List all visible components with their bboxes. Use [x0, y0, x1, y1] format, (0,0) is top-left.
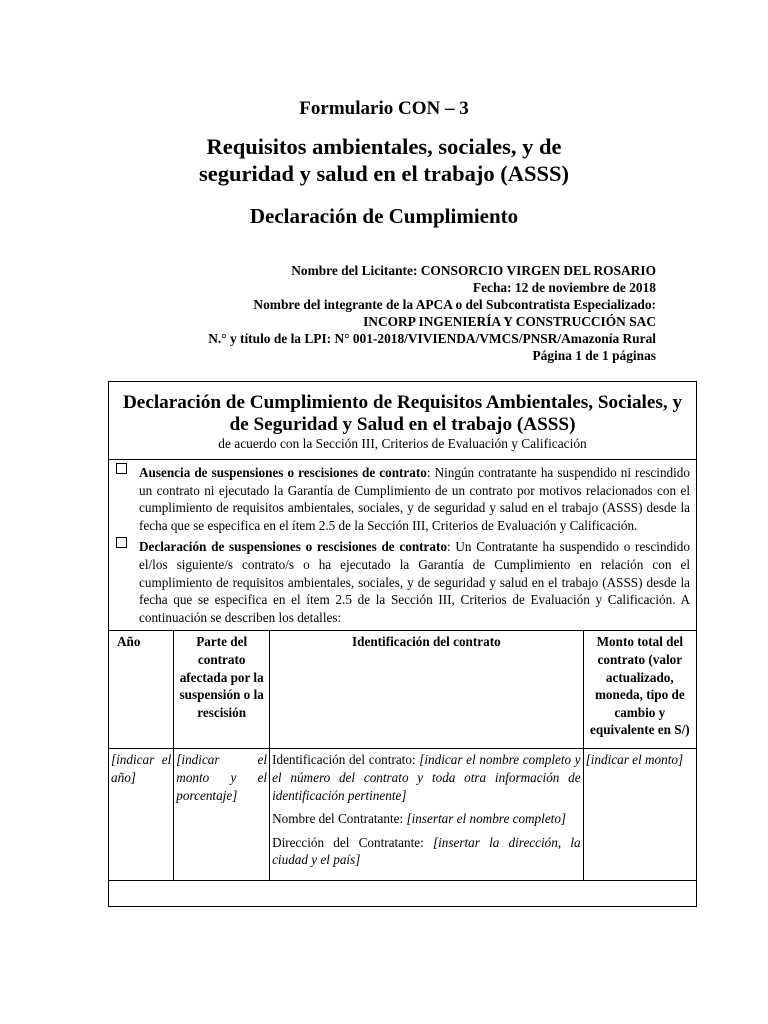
cell-amount: [indicar el monto]: [583, 749, 696, 881]
contract-id-label: Identificación del contrato:: [272, 752, 420, 768]
option-2-label: Declaración de suspensiones o rescisiones de contrato: [139, 539, 447, 555]
title-line-1: Requisitos ambientales, sociales, y de: [206, 134, 562, 159]
contract-id-value: [indicar el nombre completo y el número del contrato y toda otra información de identificación pertinente]: [272, 752, 581, 803]
title-line-2: seguridad y salud en el trabajo (ASSS): [198, 161, 570, 186]
option-1-text: : Ningún contratante ha suspendido ni rescindido un contrato ni ejecutado la Garantía de Cumplimiento de un contrato por motivos relacionados con el cumplimiento de requisitos ambientales, sociales, y de seguridad y salud en el trabajo (ASSS) desde la fecha que se especifica en el ítem 2.5 de la Sección III, Criterios de Evaluación y Calificación.: [139, 465, 690, 533]
member-value: INCORP INGENIERÍA Y CONSTRUCCIÓN SAC: [363, 314, 656, 329]
contracts-table: [108, 630, 697, 881]
declaration-header: [109, 382, 696, 460]
option-no-suspensions: [109, 460, 696, 534]
contractor-address: [272, 834, 581, 869]
cell-part: [indicar el monto y el porcentaje]: [174, 749, 270, 881]
option-1-label: Ausencia de suspensiones o rescisiones de contrato: [139, 465, 427, 480]
contractor-name-value: [insertar el nombre completo]: [406, 811, 567, 827]
form-code: Formulario CON – 3: [299, 98, 469, 119]
table-row: [109, 749, 697, 881]
checkbox-no-suspensions[interactable]: [116, 463, 127, 474]
option-2-text: : Un Contratante ha suspendido o rescindido el/los siguiente/s contrato/s o ha ejecutado la Garantía de Cumplimiento en relación con el cumplimiento de requisitos ambientales, sociales, y de seguridad y salud en el trabajo (ASSS) desde la fecha que se especifica en el ítem 2.5 de la Sección III, Criterios de Evaluación y Calificación. A continuación se describen los detalles:: [139, 539, 690, 625]
declaration-title-line-2: de Seguridad y Salud en el trabajo (ASSS): [229, 414, 576, 435]
declaration-title: [109, 382, 696, 436]
document-title: [0, 133, 768, 187]
bidder-info: [96, 262, 656, 364]
cell-year: [indicar el año]: [109, 749, 174, 881]
date: Fecha: 12 de noviembre de 2018: [472, 280, 656, 295]
option-suspensions-declared: [109, 534, 696, 626]
lpi-title: N.° y título de la LPI: N° 001-2018/VIVIENDA/VMCS/PNSR/Amazonía Rural: [208, 331, 656, 346]
contractor-address-label: Dirección del Contratante:: [272, 834, 433, 850]
header-year: Año: [109, 631, 174, 749]
declaration-box: [108, 381, 697, 907]
document-subtitle: Declaración de Cumplimiento: [249, 204, 519, 228]
member-label: Nombre del integrante de la APCA o del Subcontratista Especializado:: [253, 297, 656, 312]
header-amount: Monto total del contrato (valor actualizado, moneda, tipo de cambio y equivalente en S/): [583, 631, 696, 749]
header-identification: Identificación del contrato: [270, 631, 584, 749]
table-header-row: [109, 631, 697, 749]
page-count: Página 1 de 1 páginas: [532, 348, 656, 363]
contractor-name-label: Nombre del Contratante:: [272, 811, 407, 827]
contractor-address-value: [insertar la dirección, la ciudad y el país]: [272, 834, 581, 868]
declaration-subtitle: de acuerdo con la Sección III, Criterios de Evaluación y Calificación: [218, 436, 587, 451]
contract-id: [272, 751, 581, 804]
header-part: Parte del contrato afectada por la suspensión o la rescisión: [174, 631, 270, 749]
contractor-name: [272, 810, 581, 828]
declaration-title-line-1: Declaración de Cumplimiento de Requisitos Ambientales, Sociales, y: [122, 392, 683, 413]
bidder-name: Nombre del Licitante: CONSORCIO VIRGEN DEL ROSARIO: [291, 263, 656, 278]
cell-identification: [270, 749, 584, 881]
checkbox-suspensions-declared[interactable]: [116, 537, 127, 548]
